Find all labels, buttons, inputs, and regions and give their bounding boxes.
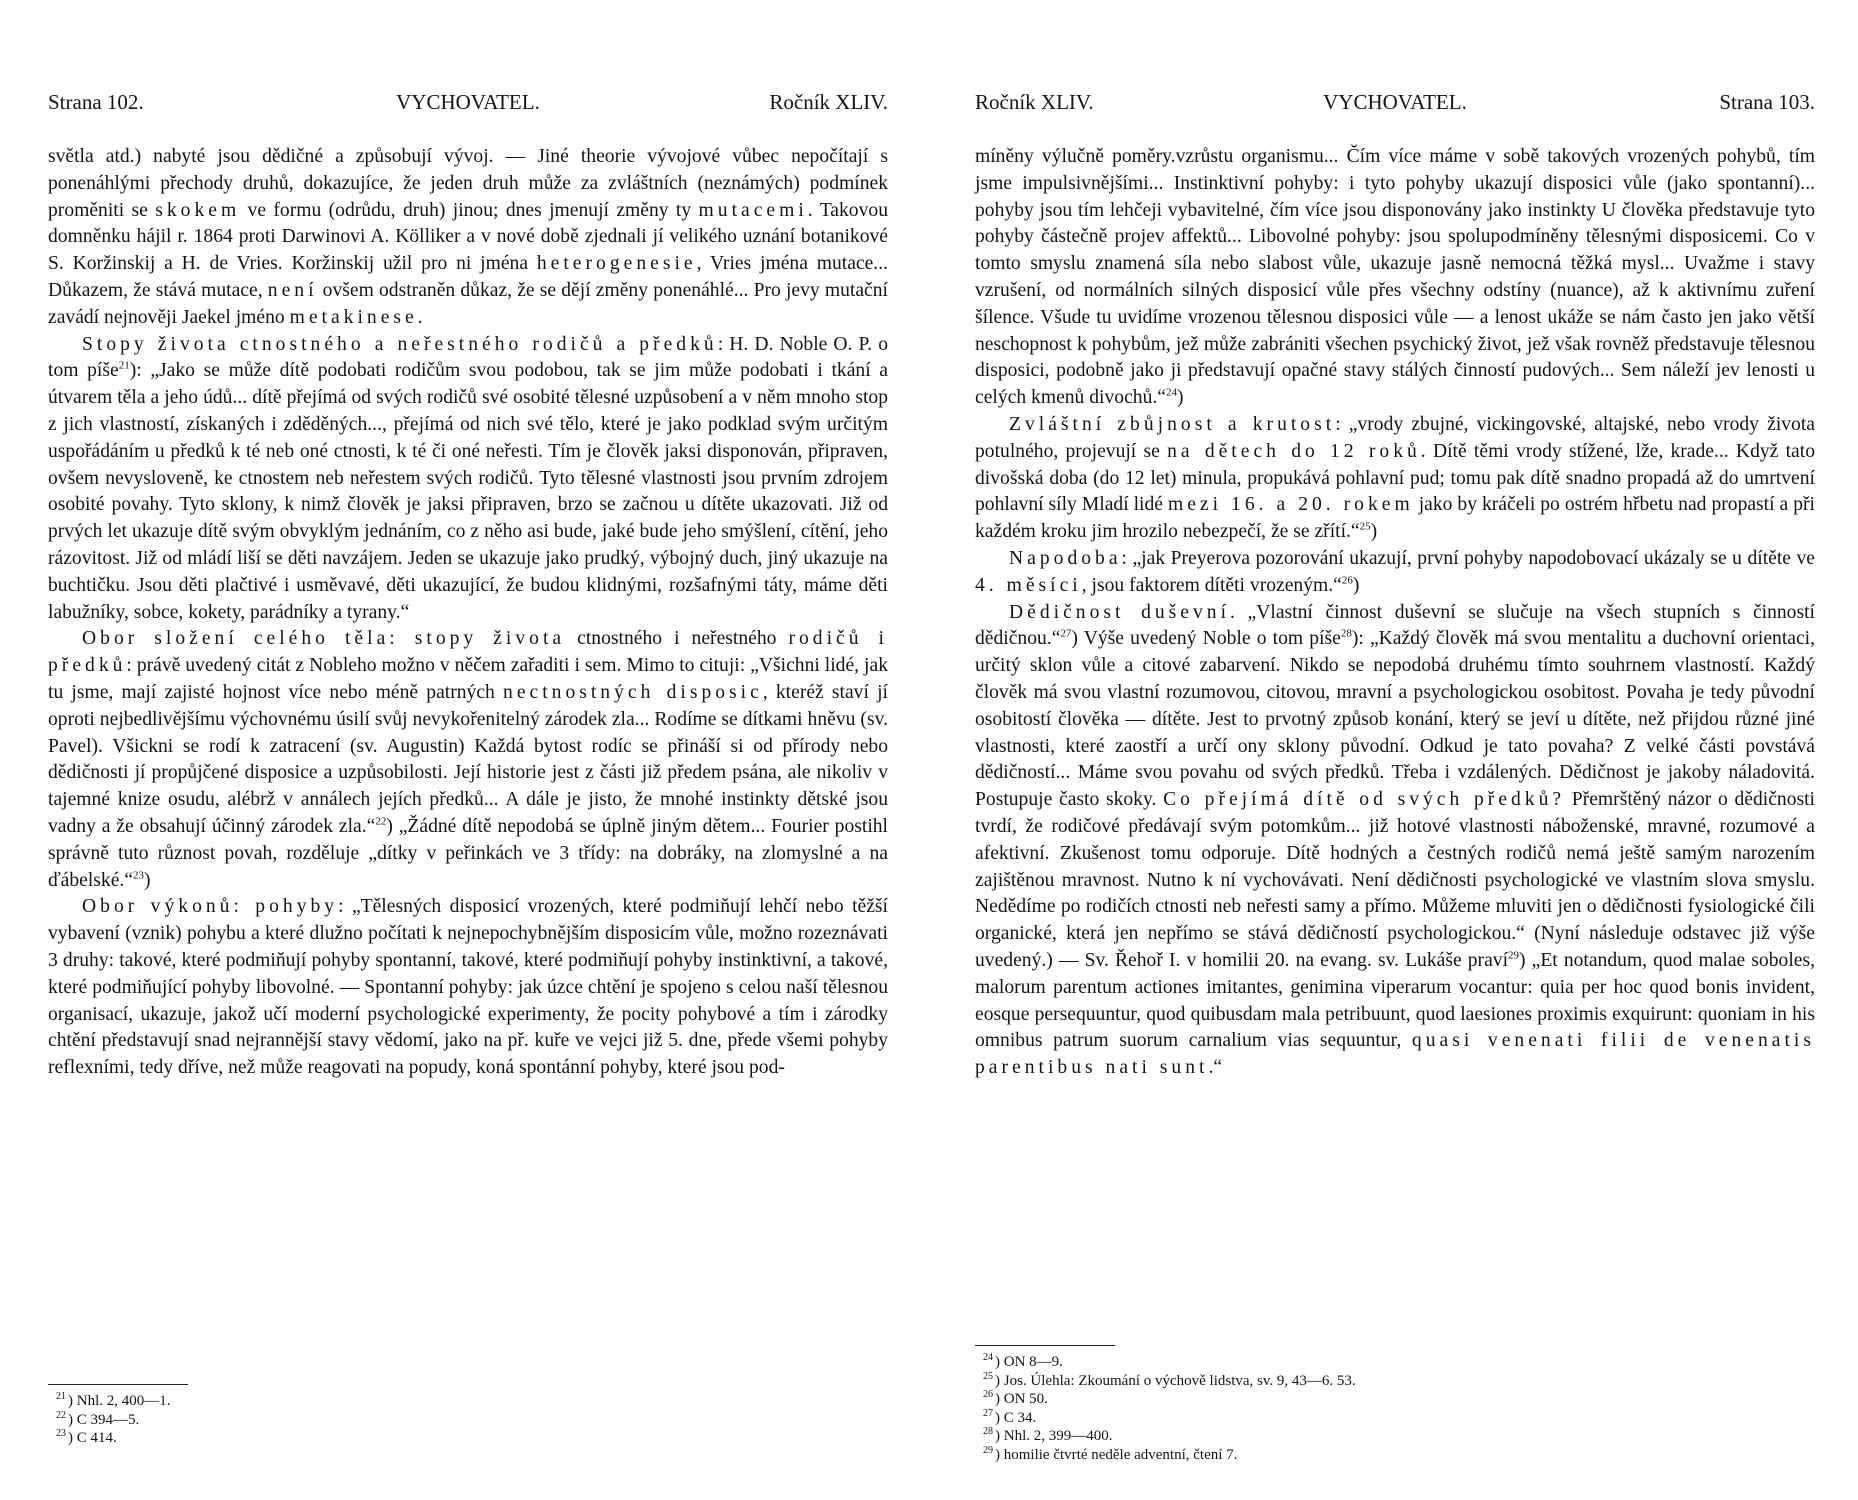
- spaced-emphasis-text: Obor složení celého těla: stopy života: [82, 628, 566, 650]
- footnote: [983, 1409, 1683, 1428]
- body-text: ctnostného i neřestného: [565, 628, 789, 650]
- spaced-emphasis-text: 4. měsíci: [975, 574, 1082, 596]
- body-text: ) „Et notandum, quod malae soboles, malorum parentum actiones imitantes, genimina viperarum vocantur: quia per hoc quod bonis invident, eosque persequuntur, quod quibusdam mala petribuunt, quod laesiones proximis exquirunt: quoniam in his omnibus patrum suorum carnalium vias sequuntur,: [975, 949, 1815, 1052]
- spaced-emphasis-text: Stopy života ctnostného a neřestného rodičů a předků: [82, 333, 718, 355]
- right-footnote-rule: [975, 1345, 1115, 1346]
- footnote-reference: 21: [118, 359, 130, 372]
- footnote-number: 21: [56, 1391, 66, 1402]
- footnote-reference: 25: [1359, 520, 1371, 533]
- body-text: ): [1352, 574, 1360, 596]
- footnote-reference: 29: [1508, 949, 1520, 962]
- footnote-text: Nhl. 2, 400—1.: [76, 1393, 171, 1409]
- spaced-emphasis-text: Zvláštní zbůjnost a krutost: [1009, 413, 1336, 435]
- left-footnotes: [56, 1392, 756, 1448]
- body-text: ) Výše uvedený Noble o tom píše: [1071, 628, 1341, 650]
- footnote: [983, 1390, 1683, 1409]
- right-paragraph: [975, 412, 1815, 546]
- right-paragraph: [975, 546, 1815, 600]
- body-text: , jsou faktorem dítěti vrozeným.“: [1081, 574, 1342, 596]
- footnote-text: C 394—5.: [76, 1411, 140, 1428]
- left-page-number: Strana 102.: [48, 90, 144, 114]
- footnote-reference: 27: [1060, 627, 1072, 640]
- body-text: . Takovou domněnku hájil r. 1864 proti Darwinovi A. Kölliker a v nové době zjednali jí velikého uznání botanikové S. Koržinskij a H. de Vries. Koržinskij užil pro ni jména: [48, 199, 888, 275]
- left-page-header: [48, 90, 888, 120]
- left-footnote-rule: [48, 1384, 188, 1385]
- left-paragraph: [48, 144, 888, 332]
- spaced-emphasis-text: rodičů i předků: [48, 628, 888, 677]
- left-paragraph: [48, 626, 888, 894]
- body-text: světla atd.) nabyté jsou dědičné a způsobují vývoj. — Jiné theorie vývojové vůbec nepočítají s ponenáhlými přechody druhů, dokazujíce, že jeden druh může za zvláštních (neznámých) podmínek proměniti se: [48, 146, 888, 221]
- footnote-text: Jos. Úlehla: Zkoumání o výchově lidstva, sv. 9, 43—6. 53.: [1003, 1372, 1356, 1389]
- left-paragraph: [48, 332, 888, 627]
- footnote-reference: 23: [133, 868, 145, 881]
- spaced-emphasis-text: mutacemi: [698, 199, 808, 221]
- body-text: ): [1176, 387, 1184, 409]
- footnote: [983, 1353, 1683, 1372]
- spaced-emphasis-text: Dědičnost duševní: [1009, 601, 1231, 623]
- footnote-paren: ): [995, 1354, 1004, 1370]
- body-text: ) „Žádné dítě nepodobá se úplně jiným dětem... Fourier postihl správně tuto různost povah, rozděluje „dítky v peřinkách ve 3 třídy: na dobráky, na zlomyslné a na ďábelské.“: [48, 815, 889, 891]
- body-text: ): „Jako se může dítě podobati rodičům svou podobou, tak se jim může podobati i tkání a útvarem těla a jeho údů... dítě přejímá od svých rodičů své osobité tělesné uzpůsobení a v něm mnoho stop z jich vlastností, získaných i zděděných..., přejímá od nich své tělo, které je jako podklad svým určitým uspořádáním u předků k té neb oné ctnosti, k té či oné neřesti. Tím je člověk jaksi disponován, připraven, ovšem nevysloveně, ke ctnostem neb neřestem svých rodičů. Tyto tělesné vlastnosti jsou prvním zdrojem osobité povahy. Tyto sklony, k nimž člověk je jaksi připraven, brzo se začnou u dítěte ukazovati. Již od prvých let ukazuje dítě svým obvyklým jednáním, co z něho asi bude, jaké bude jeho smýšlení, cítění, jeho rázovitost. Již od mládí liší se děti navzájem. Jeden se ukazuje jako prudký, výbojný duch, jiný ukazuje na buchtičku. Jsou děti plačtivé i usměvavé, děti ukazující, že budou klidnými, rozšafnými táty, máme děti labužníky, sobce, kokety, parádníky a tyrany.“: [48, 360, 888, 623]
- body-text: ovšem odstraněn důkaz, že se dějí změny ponenáhlé... Pro jevy mutační zavádí nejnověji Jaekel jméno: [48, 279, 888, 328]
- spaced-emphasis-text: metakinese: [289, 306, 418, 328]
- body-text: Přemrštěný názor o dědičnosti tvrdí, že rodičové předávají svým potomkům... již hotové vlastnosti náboženské, mravné, rozumové a afektivní. Zkušenost tomu odporuje. Dítě hodných a čestných rodičů nemá ještě samým narozením zajištěnou mravnost. Nutno k ní vychovávati. Není dědičnosti psychologické ve vlastním slova smyslu. Nedědíme po rodičích ctnosti neb neřesti samy a přímo. Můžeme mluviti jen o dědičnosti fysiologické čili organické, která jen nepřímo se stává dědičností psychologickou.“ (Nyní následuje odstavec již výše uvedený.) — Sv. Řehoř I. v homilii 20. na evang. sv. Lukáše praví: [975, 789, 1816, 971]
- spaced-emphasis-text: Co přejímá dítě od svých předků?: [1163, 789, 1566, 811]
- body-text: .“: [1208, 1057, 1223, 1079]
- body-text: . Dítě těmi vrody stížené, lže, krade... Když tato divošská doba (do 12 let) minula, propukává pohlavní pud; tomu pak dítě snadno propadá až do umrtvení pohlavní síly Mladí lidé: [975, 440, 1815, 516]
- footnote-paren: ): [68, 1411, 77, 1428]
- right-paragraph: [975, 600, 1815, 1082]
- right-journal-title: VYCHOVATEL.: [1323, 90, 1467, 114]
- spaced-emphasis-text: nectnostných disposic: [503, 681, 763, 703]
- right-page-number: Strana 103.: [1719, 90, 1815, 114]
- body-text: , Vries jména mutace... Důkazem, že stává mutace,: [48, 253, 888, 301]
- footnote-paren: ): [995, 1372, 1004, 1389]
- body-text: .: [417, 306, 423, 328]
- body-text: : H. D. Noble O. P. o tom píše: [48, 333, 888, 382]
- footnote-number: 27: [983, 1407, 993, 1419]
- footnote-paren: ): [995, 1391, 1004, 1407]
- left-page: [48, 0, 888, 1500]
- spaced-emphasis-text: skokem: [155, 199, 241, 221]
- footnote-number: 29: [983, 1444, 993, 1456]
- footnote-number: 25: [983, 1370, 993, 1382]
- footnote-number: 28: [983, 1426, 993, 1437]
- body-text: ): [1370, 521, 1378, 543]
- footnote-reference: 24: [1165, 386, 1177, 399]
- body-text: ): [144, 869, 151, 891]
- spaced-emphasis-text: Napodoba: [1009, 547, 1122, 569]
- footnote-number: 23: [56, 1428, 66, 1439]
- footnote-text: ON 8—9.: [1003, 1354, 1063, 1370]
- footnote-number: 24: [983, 1352, 993, 1363]
- body-text: : právě uvedený citát z Nobleho možno v něčem zařaditi i sem. Mimo to cituji: „Všichni lidé, jak tu jsme, mají zajisté hojnost více nebo méně patrných: [48, 655, 888, 703]
- footnote: [983, 1446, 1683, 1465]
- body-text: ): „Každý člověk má svou mentalitu a duchovní orientaci, určitý sklon vůle a citové zabarvení. Nikdo se nepodobá druhému tímto souhrnem vlastností. Každý člověk má svou vlastní rozumovou, citovou, mravní a psychologickou osobitost. Povaha je tedy původní osobitostí člověka — dítěte. Jest to prvotný způsob konání, který se jeví u dítěte, než přijdou různé jiné vlastnosti, které zaostří a určí ony sklony původní. Odkud je tato povaha? Z velké části povstává dědičností... Máme svou povahu od svých předků. Třeba i vzdálených. Dědičnost je jakoby náladovitá. Postupuje často skoky.: [975, 628, 1816, 811]
- body-text: : „vrody zbujné, vickingovské, altajské, nebo vrody života potulného, projevují se: [975, 413, 1815, 462]
- footnote-text: C 34.: [1003, 1409, 1037, 1426]
- footnote: [56, 1411, 756, 1430]
- footnote: [56, 1429, 756, 1448]
- left-volume-label: Ročník XLIV.: [769, 90, 888, 114]
- right-volume-label: Ročník XLIV.: [975, 90, 1094, 114]
- footnote-text: C 414.: [76, 1430, 117, 1446]
- spaced-emphasis-text: heterogenesie: [536, 253, 697, 275]
- left-page-body: [48, 144, 888, 1384]
- body-text: : „Tělesných disposicí vrozených, které podmiňují lehčí nebo těžší vybavení (vznik) pohybu a které dlužno počítati k nejnepochybnějším disposicím vůle, možno rozeznávati 3 druhy: takové, které podmiňují pohyby spontanní, takové, které podmiňují pohyby instinktivní, a takové, které podmiňující pohyby libovolné. — Spontanní pohyby: jak úzce chtění je spojeno s celou naší tělesnou organisací, ukazuje, jakož učí moderní psychologické experimenty, že pocity pohybové a tím i zárodky chtění představují snad nejrannější stavy vědomí, jako na př. kuře ve vejci již 5. dne, přede všemi pohyby reflexními, tedy dříve, než může reagovati na popudy, koná spontánní pohyby, které jsou pod-: [48, 896, 888, 1079]
- body-text: , kteréž staví jí oproti nejbedlivějšímu výchovnému úsilí svůj nevykořenitelný zárodek zla... Rodíme se dítkami hněvu (sv. Pavel). Všickni se rodí k zatracení (sv. Augustin) Každá bytost rodíc se přináší si od přírody nebo dědičnosti jí propůjčené disposice a uzpůsobilosti. Její historie jest z části již předem psána, ale nikoliv v tajemné knize osudu, alébrž v annálech jejích předků... A dále je jisto, že mnohé instinkty dětské jsou vadny a že obsahují účinný zárodek zla.“: [48, 681, 888, 837]
- body-text: . „Vlastní činnost duševní se slučuje na všech stupních s činností dědičnou.“: [975, 601, 1815, 650]
- footnote-text: Nhl. 2, 399—400.: [1003, 1428, 1113, 1444]
- footnote: [983, 1427, 1683, 1446]
- footnote-number: 26: [983, 1389, 993, 1400]
- spaced-emphasis-text: Obor výkonů: pohyby: [82, 896, 339, 918]
- right-page-body: [975, 144, 1815, 1384]
- body-text: jako by kráčeli po ostrém hřbetu nad propastí a při každém kroku jim hrozilo nebezpečí, že se zřítí.“: [975, 494, 1815, 543]
- footnote-number: 22: [56, 1409, 66, 1421]
- footnote-reference: 26: [1341, 574, 1353, 587]
- left-paragraph: [48, 894, 888, 1082]
- footnote-reference: 28: [1340, 627, 1352, 640]
- footnote-text: homilie čtvrté neděle adventní, čtení 7.: [1003, 1446, 1238, 1463]
- right-page-header: [975, 90, 1815, 120]
- spaced-emphasis-text: quasi venenati filii de venenatis parentibus nati sunt: [975, 1030, 1815, 1079]
- right-page: [975, 0, 1815, 1500]
- footnote-paren: ): [995, 1428, 1004, 1444]
- body-text: míněny výlučně poměry.vzrůstu organismu... Čím více máme v sobě takových vrozených pohybů, tím jsme impulsivnějšími... Instinktivní pohyby: i tyto pohyby ukazují disposici vůle (jako spontanní)... pohyby jsou tím lehčeji vybavitelné, čím více jsou disponovány jako instinkty U člověka představuje tyto pohyby částečně projev affektů... Libovolné pohyby: jsou spolupodmíněny tělesnými disposicemi. Co v tomto smyslu znamená síla nebo slabost vůle, ukazuje jasně nemocná těžká mysl... Uvažme i stavy vzrušení, od normálních silných disposicí vůle přes všechny odstíny (nuance), až k aktivnímu zuření šílence. Všude tu uvidíme vrozenou tělesnou disposici vůle — a lenost ukáže se nám často jen jako větší neschopnost k pohybům, jež může zabrániti všechen psychický život, jež však rovněž představuje tělesnou disposici, podobně jako ji představují opačné stavy stálých činností pudových... Sem náleží jev lenosti u celých kmenů divochů.“: [975, 146, 1815, 409]
- footnote: [56, 1392, 756, 1411]
- footnote-paren: ): [68, 1430, 77, 1446]
- left-journal-title: VYCHOVATEL.: [396, 90, 540, 114]
- footnote-paren: ): [995, 1409, 1004, 1426]
- body-text: : „jak Preyerova pozorování ukazují, první pohyby napodobovací ukázaly se u dítěte ve: [1121, 547, 1815, 569]
- footnote-text: ON 50.: [1003, 1391, 1048, 1407]
- footnote: [983, 1372, 1683, 1391]
- right-paragraph: [975, 144, 1815, 412]
- right-footnotes: [983, 1353, 1683, 1464]
- footnote-paren: ): [68, 1393, 77, 1409]
- footnote-reference: 22: [375, 815, 387, 828]
- spaced-emphasis-text: není: [267, 279, 318, 301]
- footnote-paren: ): [995, 1446, 1004, 1463]
- body-text: ve formu (odrůdu, druh) jinou; dnes jmenují změny ty: [240, 199, 699, 221]
- spaced-emphasis-text: mezi 16. a 20. rokem: [1167, 494, 1414, 516]
- spaced-emphasis-text: na dětech do 12 roků: [1167, 440, 1421, 462]
